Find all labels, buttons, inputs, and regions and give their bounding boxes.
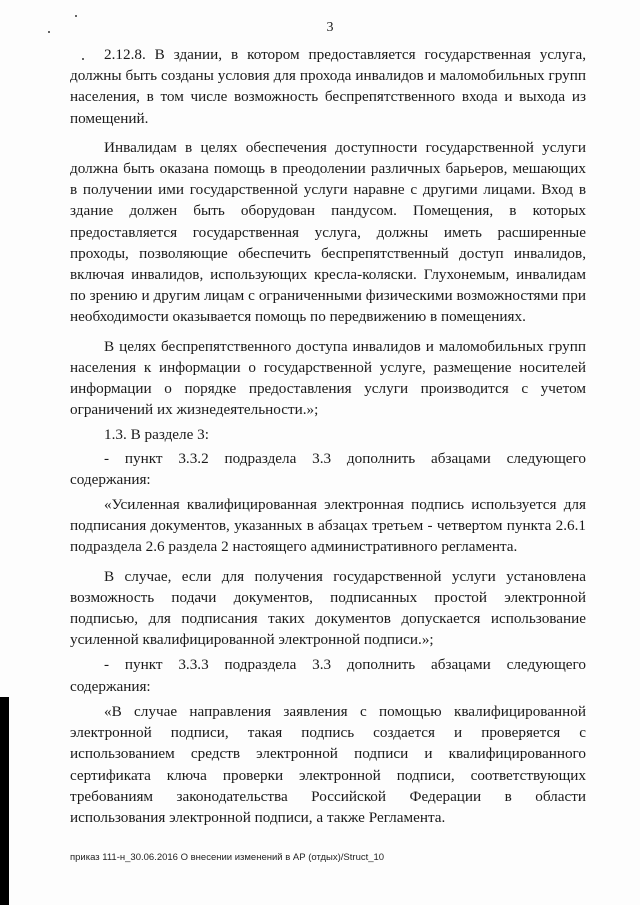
paragraph-item-3-3-3: - пункт 3.3.3 подраздела 3.3 дополнить абзацами следующего содержания: — [70, 656, 586, 695]
scan-speck — [48, 31, 50, 33]
scan-edge-mark — [0, 697, 9, 905]
paragraph-qualified-signature: «Усиленная квалифицированная электронная подпись используется для подписания документов, указанных в абзацах третьем - четвертом пункта 2.6.1 подраздела 2.6 раздела 2 настоящего административного регламента. — [70, 496, 586, 556]
page-number: 3 — [326, 20, 334, 35]
paragraph-application-signature: «В случае направления заявления с помощью квалифицированной электронной подписи, такая подпись создается и проверяется с использованием средств электронной подписи и квалифицированного сертификата ключа проверки электронной подписи, соответствующих требованиям законодательства Российской Федерации в области использования электронной подписи, а также Регламента. — [70, 702, 586, 826]
document-footer: приказ 111-н_30.06.2016 О внесении изменений в АР (отдых)/Struct_10 — [70, 852, 385, 863]
document-body — [70, 44, 586, 836]
paragraph-item-3-3-2: - пункт 3.3.2 подраздела 3.3 дополнить абзацами следующего содержания: — [70, 449, 586, 488]
paragraph-2-12-8: 2.12.8. В здании, в котором предоставляется государственная услуга, должны быть созданы условия для прохода инвалидов и маломобильных групп населения, в том числе возможность беспрепятственного входа и выхода из помещений. — [70, 46, 586, 127]
scan-speck — [75, 15, 77, 17]
paragraph-accessibility-help: Инвалидам в целях обеспечения доступности государственной услуги должна быть оказана помощь в преодолении различных барьеров, мешающих в получении ими государственной услуги наравне с другими лицами. Вход в здание должен быть оборудован пандусом. Помещения, в которых предоставляется государственная услуга, должны иметь расширенные проходы, позволяющие обеспечить беспрепятственный доступ инвалидов, включая инвалидов, использующих кресла-коляски. Глухонемым, инвалидам по зрению и другим лицам с ограниченными физическими возможностями при необходимости оказывается помощь по передвижению в помещениях. — [70, 138, 586, 326]
scan-speck — [82, 58, 84, 60]
paragraph-information-access: В целях беспрепятственного доступа инвалидов и маломобильных групп населения к информации о государственной услуге, размещение носителей информации о порядке предоставления услуги производится с учетом ограничений их жизнедеятельности.»; — [70, 337, 586, 419]
paragraph-section-3-heading: 1.3. В разделе 3: — [104, 426, 209, 444]
paragraph-simple-signature: В случае, если для получения государственной услуги установлена возможность подачи документов, подписанных простой электронной подписью, для подписания таких документов допускается использование усиленной квалифицированной электронной подписи.»; — [70, 567, 586, 649]
